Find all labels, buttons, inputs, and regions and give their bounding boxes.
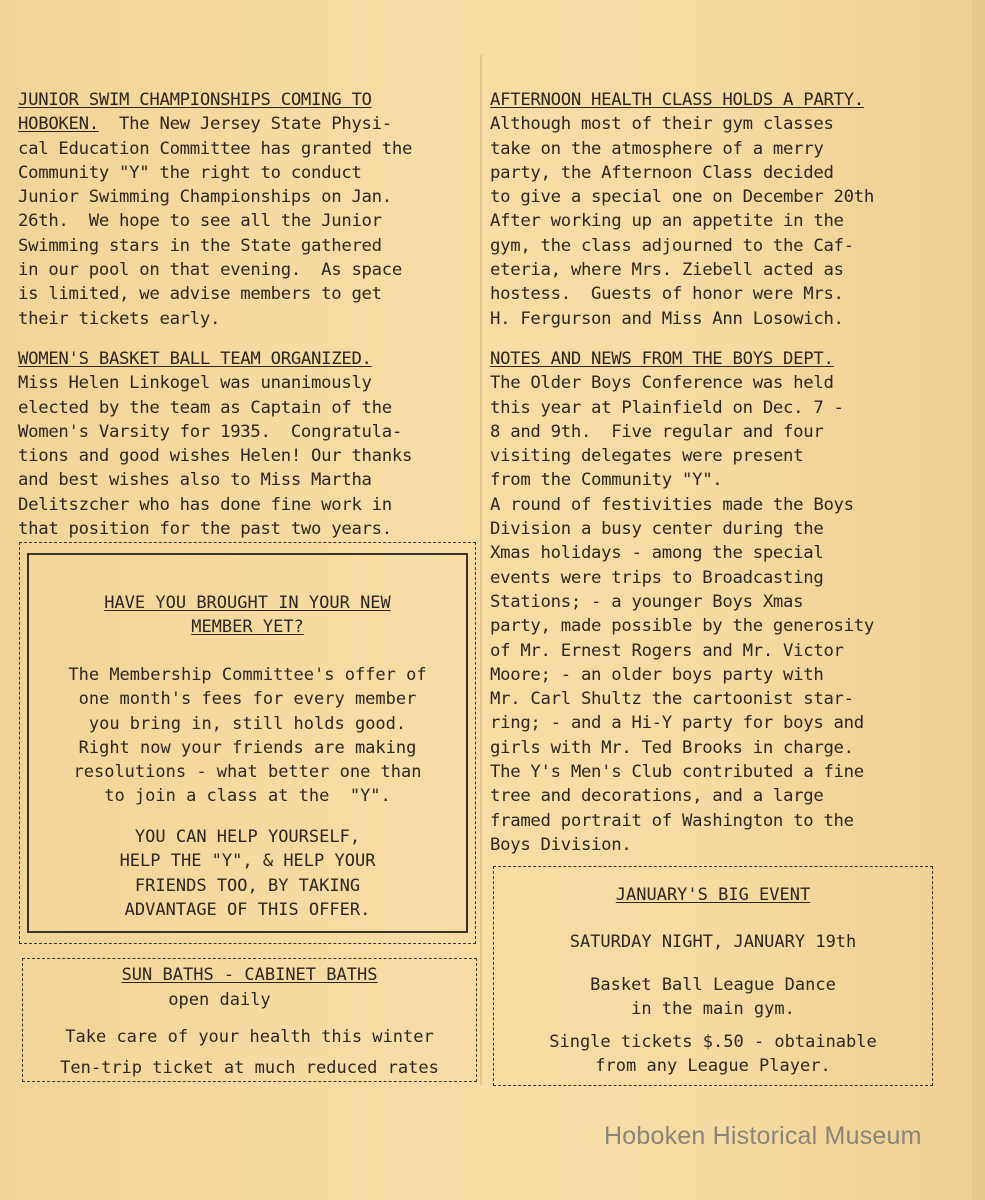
event-title: JANUARY'S BIG EVENT	[615, 885, 811, 905]
membership-call-to-action: YOU CAN HELP YOURSELF, HELP THE "Y", & HELP YOUR FRIENDS TOO, BY TAKING ADVANTAGE OF THIS OFFER.	[119, 827, 376, 920]
sun-baths-box	[22, 958, 477, 1082]
sun-baths-line: Take care of your health this winter	[65, 1027, 434, 1047]
article-boys-dept	[490, 347, 960, 857]
membership-offer: The Membership Committee's offer of one month's fees for every member you bring in, still holds good. Right now your friends are making resolutions - what better one than to join a class at the "Y".	[68, 665, 427, 807]
article-body: Miss Helen Linkogel was unanimously elected by the team as Captain of the Women's Varsity for 1935. Congratula- tions and good wishes Helen! Our thanks and best wishes also to Miss Martha Delitszcher who has done fine work in that position for the past two years.	[18, 373, 413, 540]
sun-baths-title: SUN BATHS - CABINET BATHS	[121, 965, 378, 985]
article-body: Although most of their gym classes take on the atmosphere of a merry party, the Afternoon Class decided to give a special one on December 20th After working up an appetite in the gym, the class adjourned to the Caf- eteria, where Mrs. Ziebell acted as hostess. Guests of honor were Mrs. H. Fergurson and Miss Ann Losowich.	[490, 114, 874, 329]
membership-box	[27, 553, 468, 933]
article-body: The Older Boys Conference was held this year at Plainfield on Dec. 7 - 8 and 9th. Five regular and four visiting delegates were present from the Community "Y". A round of festivities made the Boys Division a busy center during the Xmas holidays - among the special events were trips to Broadcasting Stations; - a younger Boys Xmas party, made possible by the generosity of Mr. Ernest Rogers and Mr. Victor Moore; - an older boys party with Mr. Carl Shultz the cartoonist star- ring; - and a Hi-Y party for boys and girls with Mr. Ted Brooks in charge. The Y's Men's Club contributed a fine tree and decorations, and a large framed portrait of Washington to the Boys Division.	[490, 373, 874, 855]
big-event-box	[493, 866, 933, 1086]
article-swim-championships	[18, 88, 480, 331]
article-health-class-party	[490, 88, 960, 331]
event-description: Basket Ball League Dance in the main gym.	[590, 975, 836, 1020]
article-heading: WOMEN'S BASKET BALL TEAM ORGANIZED.	[18, 349, 372, 369]
event-tickets: Single tickets $.50 - obtainable from any League Player.	[549, 1032, 877, 1077]
event-date: SATURDAY NIGHT, JANUARY 19th	[569, 932, 857, 952]
article-womens-basketball	[18, 347, 480, 541]
article-body: The New Jersey State Physi- cal Education Committee has granted the Community "Y" the right to conduct Junior Swimming Championships on Jan. 26th. We hope to see all the Junior Swimming stars in the State gathered in our pool on that evening. As space is limited, we advise members to get their tickets early.	[18, 114, 413, 329]
article-heading: AFTERNOON HEALTH CLASS HOLDS A PARTY.	[490, 90, 864, 110]
paper-edge	[972, 0, 985, 1200]
museum-watermark: Hoboken Historical Museum	[604, 1122, 922, 1150]
column-fold	[480, 55, 482, 1085]
sun-baths-subtitle: open daily	[168, 990, 271, 1010]
article-heading: JUNIOR SWIM CHAMPIONSHIPS COMING TO HOBOKEN.	[18, 90, 372, 135]
membership-title: HAVE YOU BROUGHT IN YOUR NEW MEMBER YET?	[104, 593, 391, 638]
article-heading: NOTES AND NEWS FROM THE BOYS DEPT.	[490, 349, 834, 369]
sun-baths-line: Ten-trip ticket at much reduced rates	[60, 1058, 439, 1078]
